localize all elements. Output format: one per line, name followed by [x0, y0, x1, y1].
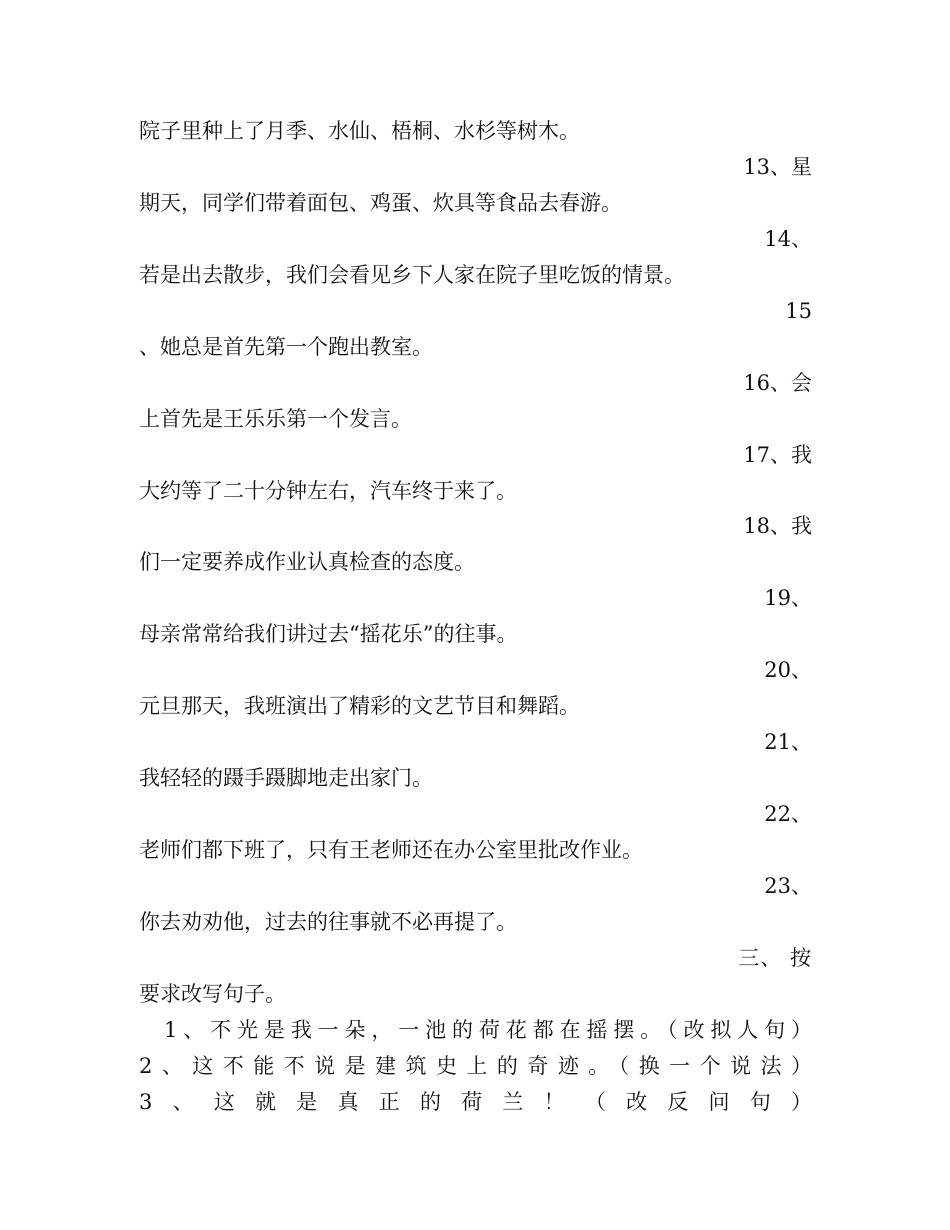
sentence-12-text: 院子里种上了月季、水仙、梧桐、水杉等树木。: [139, 119, 580, 143]
sentence-17-text: 大约等了二十分钟左右，汽车终于来了。: [139, 479, 517, 503]
rewrite-question-2: 2、这不能不说是建筑史上的奇迹。（换一个说法）: [139, 1054, 812, 1078]
sentence-20-number: 20、: [764, 658, 812, 682]
rewrite-question-3: 3、这就是真正的荷兰！（改反问句）: [139, 1090, 812, 1114]
section-three-heading-end: 要求改写句子。: [139, 982, 286, 1006]
sentence-21-number: 21、: [764, 730, 812, 754]
sentence-23-text: 你去劝劝他，过去的往事就不必再提了。: [139, 910, 517, 934]
sentence-20-text: 元旦那天，我班演出了精彩的文艺节目和舞蹈。: [139, 694, 580, 718]
sentence-23-number: 23、: [764, 874, 812, 898]
sentence-21-text: 我轻轻的蹑手蹑脚地走出家门。: [139, 766, 433, 790]
sentence-22-text: 老师们都下班了，只有王老师还在办公室里批改作业。: [139, 838, 643, 862]
sentence-19-text: 母亲常常给我们讲过去“摇花乐”的往事。: [139, 622, 518, 646]
sentence-13-text: 期天，同学们带着面包、鸡蛋、炊具等食品去春游。: [139, 191, 622, 215]
sentence-17-number: 17、我: [743, 443, 812, 467]
sentence-16-text: 上首先是王乐乐第一个发言。: [139, 407, 412, 431]
section-three-heading-start: 三、 按: [738, 946, 812, 970]
sentence-15-text: 、她总是首先第一个跑出教室。: [139, 335, 433, 359]
sentence-13-number: 13、星: [743, 155, 812, 179]
sentence-18-number: 18、我: [743, 514, 812, 538]
sentence-16-number: 16、会: [743, 371, 812, 395]
sentence-14-number: 14、: [764, 227, 812, 251]
sentence-22-number: 22、: [764, 802, 812, 826]
sentence-14-text: 若是出去散步，我们会看见乡下人家在院子里吃饭的情景。: [139, 263, 685, 287]
sentence-15-number: 15: [785, 299, 812, 323]
sentence-18-text: 们一定要养成作业认真检查的态度。: [139, 550, 475, 574]
rewrite-question-1: 1、不光是我一朵，一池的荷花都在摇摆。（改拟人句）: [164, 1018, 812, 1042]
sentence-19-number: 19、: [764, 586, 812, 610]
